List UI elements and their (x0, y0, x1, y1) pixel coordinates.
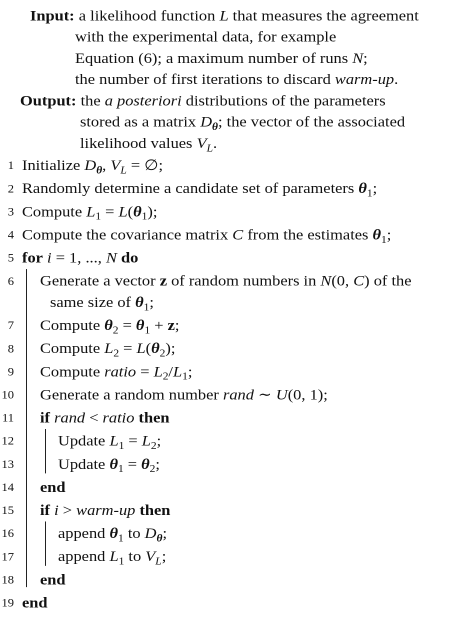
line-2: Randomly determine a candidate set of parameters $\theta_1$; (22, 179, 378, 200)
line-11: if rand < ratio then (40, 408, 170, 427)
line-number: 3 (7, 205, 14, 219)
line-5: for i = 1, ..., N do (22, 248, 139, 267)
input-label: Input: (30, 6, 75, 25)
input-line-3: Equation (6); a maximum number of runs N; (75, 49, 368, 67)
line-8: Compute $L_2 = L(\theta_2)$; (40, 339, 176, 360)
line-15: if i > warm-up then (40, 501, 171, 519)
output-line-2: stored as a matrix $D_\theta$; the vector of the associated (80, 112, 406, 133)
if-block-bar (45, 521, 46, 565)
line-number: 6 (7, 274, 14, 288)
line-number: 16 (1, 527, 14, 540)
input-line-1: Input: a likelihood function L that measures the agreement (30, 6, 419, 25)
line-16: append $\theta_1$ to $D_\theta$; (58, 524, 168, 545)
output-line-1: Output: the a posteriori distributions of the parameters (20, 91, 386, 110)
output-line-3: likelihood values $V_L$. (80, 134, 218, 155)
line-number: 17 (1, 550, 14, 564)
line-number: 10 (1, 388, 14, 402)
input-line-2: with the experimental data, for example (75, 27, 337, 46)
line-14: end (40, 478, 66, 496)
line-number: 13 (1, 457, 14, 471)
line-7: Compute $\theta_2 = \theta_1 + z$; (40, 316, 180, 337)
line-number: 4 (7, 228, 14, 242)
line-number: 15 (1, 503, 14, 517)
line-6: Generate a vector z of random numbers in N(0, C) of the (40, 271, 412, 290)
line-6-cont: same size of $\theta_1$; (50, 293, 154, 314)
line-10: Generate a random number rand ∼ U(0, 1); (40, 385, 328, 404)
line-number: 18 (1, 573, 14, 587)
line-13: Update $\theta_1 = \theta_2$; (58, 454, 160, 475)
line-number: 14 (1, 480, 14, 494)
line-number: 8 (7, 342, 14, 356)
line-1: Initialize $D_\theta$, $V_L$ = ∅; (22, 156, 164, 177)
input-line-4: the number of first iterations to discard warm-up. (75, 70, 399, 88)
line-3: Compute $L_1 = L(\theta_1)$; (22, 202, 158, 223)
if-block-bar (45, 429, 46, 473)
line-number: 5 (7, 251, 14, 265)
line-number: 12 (1, 434, 14, 448)
line-number: 2 (7, 182, 14, 196)
line-9: Compute ratio = $L_2/L_1$; (40, 362, 193, 383)
line-4: Compute the covariance matrix C from the estimates $\theta_1$; (22, 225, 392, 246)
line-number: 11 (1, 411, 14, 425)
output-label: Output: (20, 91, 77, 110)
line-18: end (40, 570, 66, 589)
line-number: 19 (1, 596, 14, 610)
line-17: append $L_1$ to $V_L$; (58, 547, 167, 568)
line-number: 7 (7, 318, 14, 332)
line-number: 9 (7, 365, 14, 379)
for-block-bar (26, 269, 27, 587)
line-number: 1 (7, 159, 14, 172)
line-12: Update $L_1 = L_2$; (58, 431, 162, 452)
line-19: end (22, 593, 48, 612)
